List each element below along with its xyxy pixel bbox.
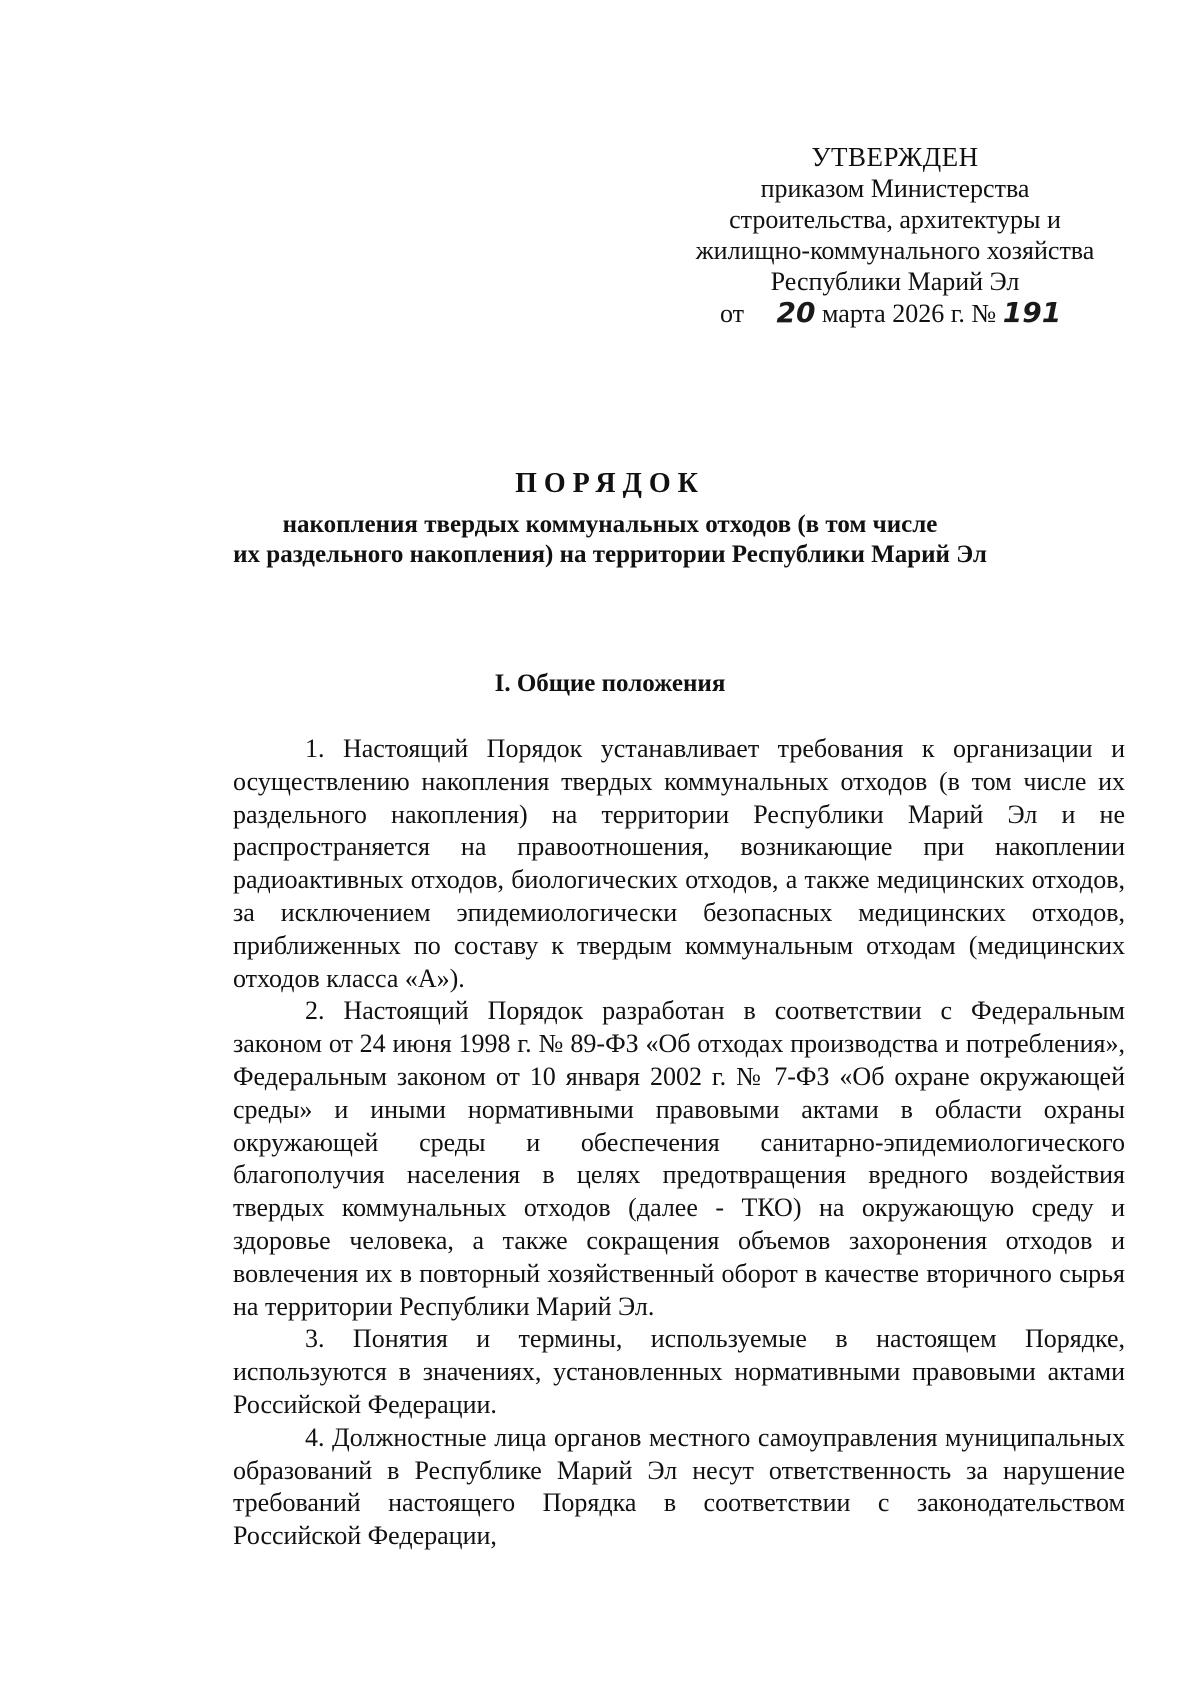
paragraph-2: 2. Настоящий Порядок разработан в соответствии с Федеральным законом от 24 июня 1998 г. № 89-ФЗ «Об отходах производства и потребления», Федеральным законом от 10 января 2002 г. № 7-ФЗ «Об охране окружающей среды» и иными нормативными правовыми актами в области охраны окружающей среды и обеспечения санитарно-эпидемиологического благополучия населения в целях предотвращения вредного воздействия твердых коммунальных отходов (далее - ТКО) на окружающую среду и здоровье человека, а также сокращения объемов захоронения отходов и вовлечения их в повторный хозяйственный оборот в качестве вторичного сырья на территории Республики Марий Эл. bbox=[233, 996, 1125, 1321]
date-month-year: марта 2026 г. № bbox=[822, 299, 997, 328]
handwritten-order-number: 191 bbox=[1002, 296, 1062, 329]
document-title-block bbox=[180, 468, 1040, 570]
approval-title: УТВЕРЖДЕН bbox=[811, 142, 979, 172]
approval-line-construction: строительства, архитектуры и bbox=[729, 205, 1061, 234]
document-subtitle-line-1: накопления твердых коммунальных отходов (в том числе bbox=[282, 511, 938, 538]
document-subtitle-line-2: их раздельного накопления) на территории Республики Марий Эл bbox=[233, 541, 987, 568]
approval-line-republic: Республики Марий Эл bbox=[770, 267, 1020, 296]
paragraph-4: 4. Должностные лица органов местного самоуправления муниципальных образований в Республике Марий Эл несут ответственность за нарушение требований настоящего Порядка в соответствии с законодательством Российской Федерации, bbox=[233, 1422, 1125, 1551]
section-heading: I. Общие положения bbox=[494, 670, 726, 697]
paragraph-3: 3. Понятия и термины, используемые в настоящем Порядке, используются в значениях, установленных нормативными правовыми актами Российской Федерации. bbox=[233, 1324, 1125, 1419]
paragraph-1: 1. Настоящий Порядок устанавливает требования к организации и осуществлению накопления твердых коммунальных отходов (в том числе их раздельного накопления) на территории Республики Марий Эл и не распространяется на правоотношения, возникающие при накоплении радиоактивных отходов, биологических отходов, а также медицинских отходов, за исключением эпидемиологически безопасных медицинских отходов, приближенных по составу к твердым коммунальным отходам (медицинских отходов класса «А»). bbox=[233, 734, 1125, 993]
date-prefix: от bbox=[720, 299, 745, 328]
approval-line-ministry: приказом Министерства bbox=[760, 174, 1030, 203]
document-body bbox=[233, 733, 1125, 1553]
handwritten-day: 20 bbox=[776, 296, 816, 329]
approval-date-line bbox=[665, 297, 1125, 329]
document-title: ПОРЯДОК bbox=[515, 468, 705, 499]
approval-stamp bbox=[665, 142, 1125, 329]
approval-line-housing: жилищно-коммунального хозяйства bbox=[695, 236, 1095, 265]
